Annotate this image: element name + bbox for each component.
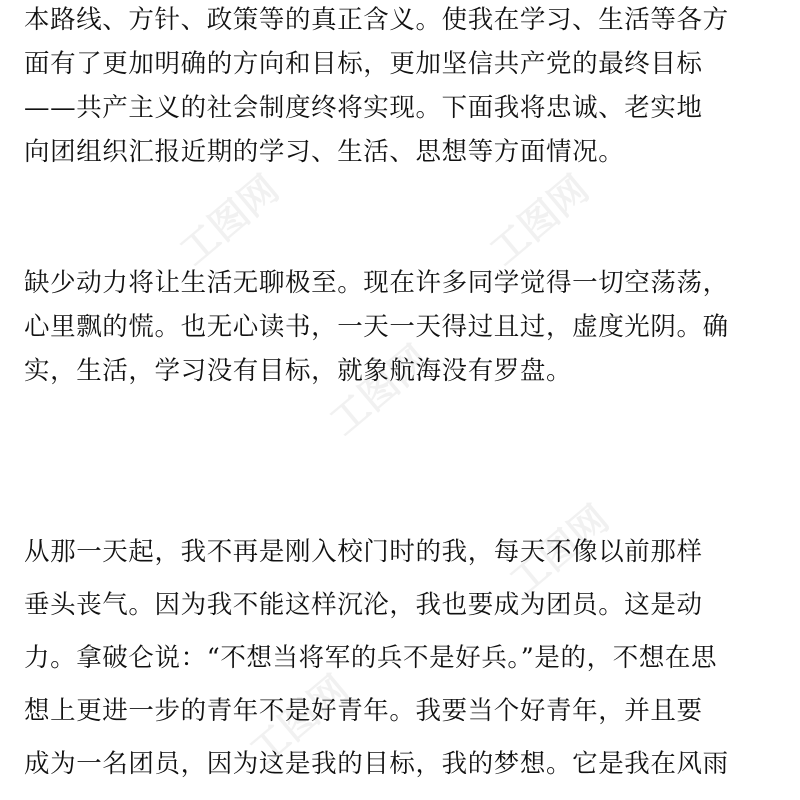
text-line: 力。拿破仑说：“不想当将军的兵不是好兵。”是的，不想在思: [24, 643, 718, 673]
text-line: 本路线、方针、政策等的真正含义。使我在学习、生活等各方: [24, 5, 729, 35]
text-line: ——共产主义的社会制度终将实现。下面我将忠诚、老实地: [24, 93, 703, 123]
watermark-logo: 工图网: [241, 666, 358, 774]
watermark-logo: 工图网: [501, 496, 618, 604]
watermark-logo: 工图网: [171, 166, 288, 274]
watermark-logo: 工图网: [321, 336, 438, 444]
paragraph-1: [24, 0, 784, 174]
text-line: 想上更进一步的青年不是好青年。我要当个好青年，并且要: [24, 696, 703, 726]
paragraph-2: [24, 261, 784, 393]
text-line: 心里飘的慌。也无心读书，一天一天得过且过，虚度光阴。确: [24, 312, 729, 342]
text-line: 向团组织汇报近期的学习、生活、思想等方面情况。: [24, 137, 625, 167]
text-line: 缺少动力将让生活无聊极至。现在许多同学觉得一切空荡荡，: [24, 268, 729, 298]
text-line: 从那一天起，我不再是刚入校门时的我，每天不像以前那样: [24, 537, 703, 567]
text-line: 面有了更加明确的方向和目标，更加坚信共产党的最终目标: [24, 49, 703, 79]
paragraph-3: [24, 526, 784, 791]
text-line: 垂头丧气。因为我不能这样沉沦，我也要成为团员。这是动: [24, 590, 703, 620]
text-line: 成为一名团员，因为这是我的目标，我的梦想。它是我在风雨: [24, 749, 729, 779]
text-line: 实，生活，学习没有目标，就象航海没有罗盘。: [24, 356, 573, 386]
watermark-logo: 工图网: [481, 166, 598, 274]
